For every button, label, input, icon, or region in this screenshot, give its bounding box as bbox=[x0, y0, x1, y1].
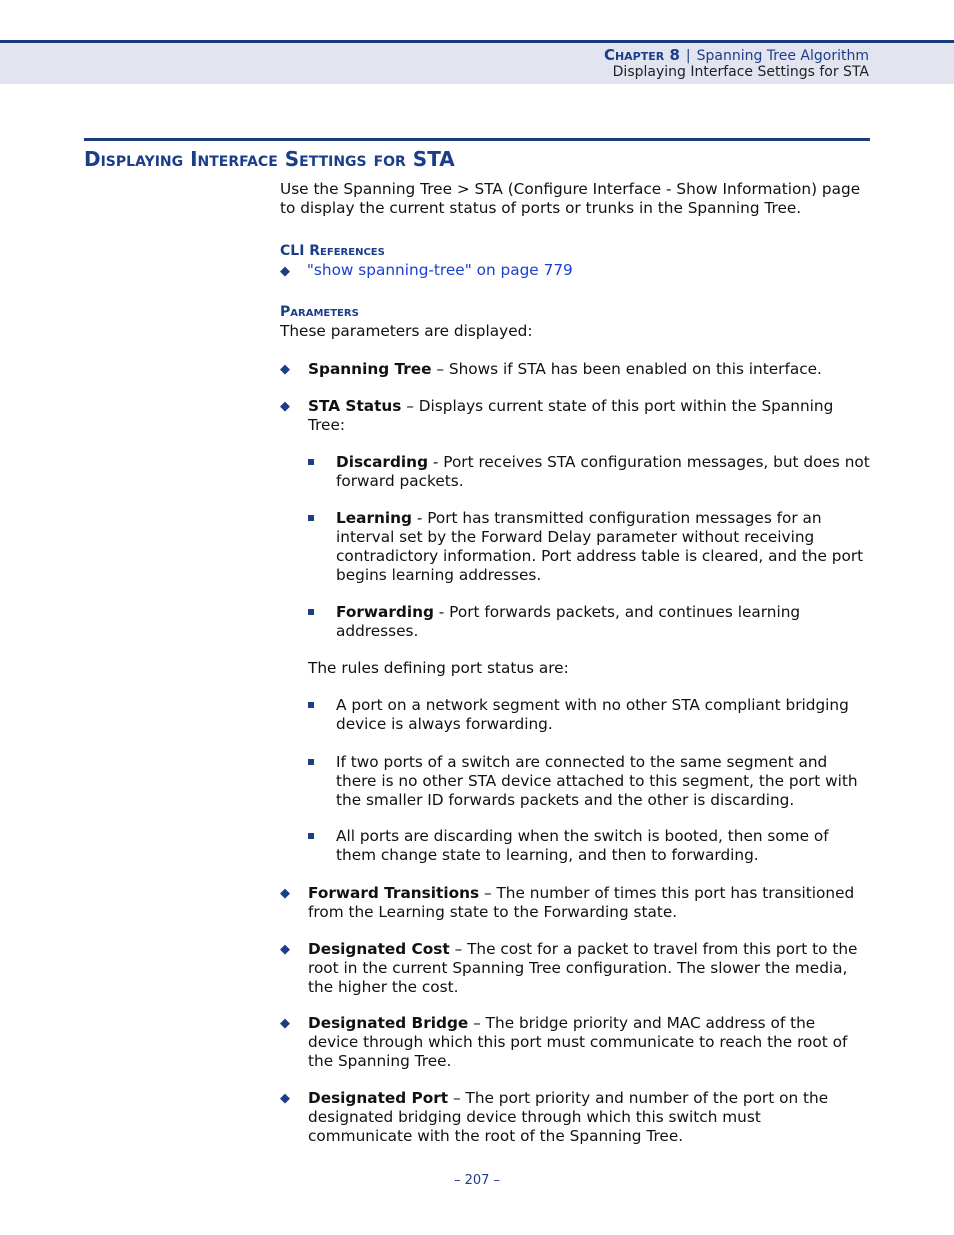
square-bullet-icon bbox=[308, 515, 314, 521]
param-term: Designated Cost bbox=[308, 940, 450, 958]
section-rule bbox=[84, 138, 870, 141]
diamond-bullet-icon: ◆ bbox=[280, 942, 290, 957]
section-intro: Use the Spanning Tree > STA (Configure Interface - Show Information) page to display the current status of ports or trunks in the Spanning Tree. bbox=[280, 180, 861, 217]
cli-reference-link[interactable]: "show spanning-tree" on page 779 bbox=[306, 261, 573, 279]
param-desc: – The cost for a packet to travel from this port to the root in the current Spanning Tree configuration. The slower the media, the higher the cost. bbox=[308, 940, 858, 996]
state-desc: - Port receives STA configuration messages, but does not forward packets. bbox=[336, 453, 870, 490]
param-term: Forward Transitions bbox=[308, 884, 480, 902]
list-item-designated-port bbox=[280, 1089, 870, 1146]
state-item-learning bbox=[308, 509, 870, 585]
square-bullet-icon bbox=[308, 702, 314, 708]
rule-text: A port on a network segment with no other STA compliant bridging device is always forwarding. bbox=[336, 696, 849, 733]
rule-item bbox=[308, 827, 870, 865]
state-term: Forwarding bbox=[336, 603, 434, 621]
rule-text: All ports are discarding when the switch is booted, then some of them change state to learning, and then to forwarding. bbox=[336, 827, 829, 864]
param-term: Designated Port bbox=[308, 1089, 449, 1107]
state-item-forwarding bbox=[308, 603, 870, 641]
square-bullet-icon bbox=[308, 833, 314, 839]
chapter-title: Spanning Tree Algorithm bbox=[696, 48, 869, 64]
list-item-designated-cost bbox=[280, 940, 870, 997]
square-bullet-icon bbox=[308, 609, 314, 615]
rule-text: If two ports of a switch are connected to the same segment and there is no other STA device attached to this segment, the port with the smaller ID forwards packets and the other is discarding. bbox=[336, 753, 858, 809]
param-desc: – The number of times this port has transitioned from the Learning state to the Forwarding state. bbox=[308, 884, 855, 921]
diamond-bullet-icon: ◆ bbox=[280, 1091, 290, 1106]
param-desc: – Displays current state of this port within the Spanning Tree: bbox=[308, 397, 834, 434]
list-item-designated-bridge bbox=[280, 1014, 870, 1071]
param-desc: – The bridge priority and MAC address of the device through which this port must communicate to reach the root of the Spanning Tree. bbox=[308, 1014, 848, 1070]
diamond-bullet-icon: ◆ bbox=[280, 399, 290, 414]
rule-item bbox=[308, 696, 870, 734]
state-desc: - Port forwards packets, and continues learning addresses. bbox=[336, 603, 801, 640]
cli-references-heading: CLI References bbox=[280, 243, 385, 259]
diamond-bullet-icon: ◆ bbox=[280, 886, 290, 901]
param-term: STA Status bbox=[308, 397, 402, 415]
page-number: – 207 – bbox=[453, 1173, 501, 1188]
param-desc: – The port priority and number of the port on the designated bridging device through which this switch must communicate with the root of the Spanning Tree. bbox=[308, 1089, 829, 1145]
running-header-section: Displaying Interface Settings for STA bbox=[612, 64, 869, 80]
chapter-label: Chapter 8 bbox=[603, 46, 680, 64]
diamond-bullet-icon: ◆ bbox=[280, 264, 290, 279]
diamond-bullet-icon: ◆ bbox=[280, 362, 290, 377]
list-item-forward-transitions bbox=[280, 884, 870, 922]
diamond-bullet-icon: ◆ bbox=[280, 1016, 290, 1031]
state-term: Learning bbox=[336, 509, 412, 527]
section-title: Displaying Interface Settings for STA bbox=[84, 147, 455, 171]
rules-intro: The rules defining port status are: bbox=[308, 659, 569, 677]
state-item-discarding bbox=[308, 453, 870, 491]
param-term: Spanning Tree bbox=[308, 360, 432, 378]
parameters-intro: These parameters are displayed: bbox=[280, 322, 533, 340]
running-header-chapter bbox=[604, 46, 869, 64]
param-term: Designated Bridge bbox=[308, 1014, 469, 1032]
header-separator: | bbox=[685, 48, 691, 64]
cli-reference-item bbox=[280, 261, 573, 281]
state-desc: - Port has transmitted configuration messages for an interval set by the Forward Delay parameter without receiving contradictory information. Port address table is cleared, and the port begins learning addresses. bbox=[336, 509, 864, 584]
rule-item bbox=[308, 753, 870, 810]
square-bullet-icon bbox=[308, 759, 314, 765]
square-bullet-icon bbox=[308, 459, 314, 465]
state-term: Discarding bbox=[336, 453, 429, 471]
list-item-spanning-tree bbox=[280, 360, 870, 379]
list-item-sta-status bbox=[280, 397, 870, 435]
param-desc: – Shows if STA has been enabled on this interface. bbox=[431, 360, 822, 378]
parameters-heading: Parameters bbox=[280, 304, 359, 320]
